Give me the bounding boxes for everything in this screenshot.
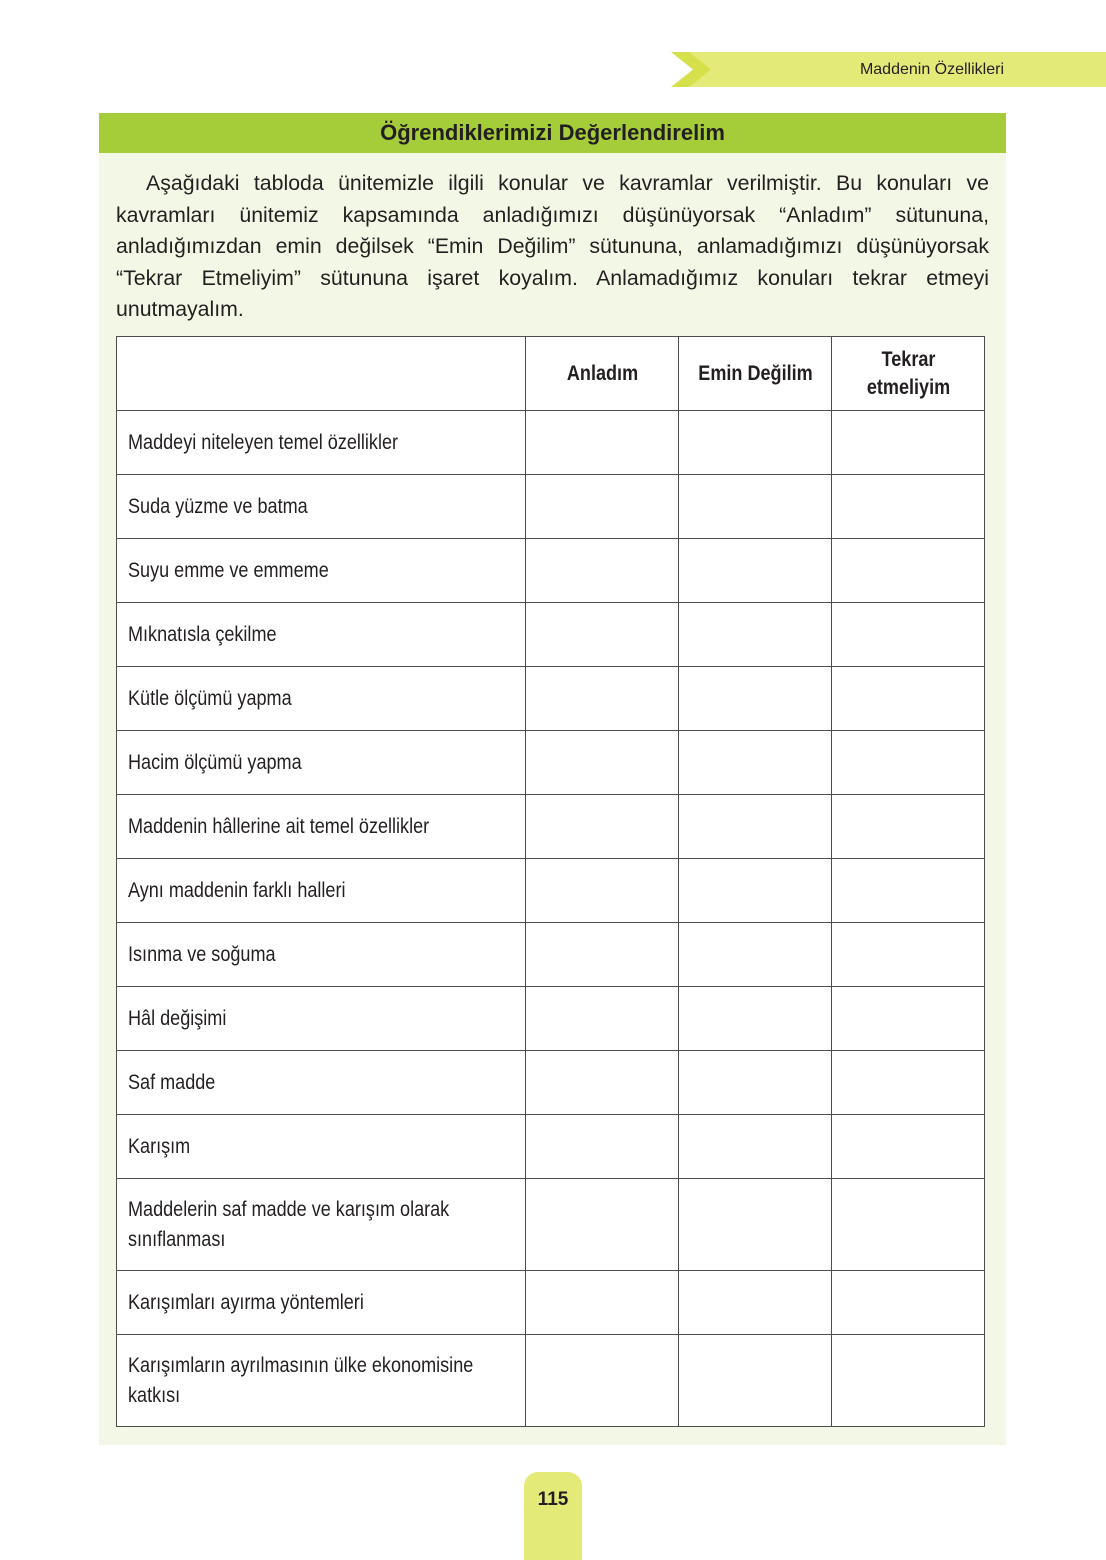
topic-label: Isınma ve soğuma [128, 942, 276, 966]
table-row [117, 603, 985, 667]
not-sure-checkbox-cell[interactable] [679, 1335, 832, 1427]
not-sure-checkbox-cell[interactable] [679, 475, 832, 539]
topic-label: Karışım [128, 1134, 191, 1158]
topic-cell [117, 731, 526, 795]
self-evaluation-table [116, 336, 985, 1427]
understood-checkbox-cell[interactable] [526, 795, 679, 859]
chapter-title: Maddenin Özellikleri [859, 61, 1004, 78]
not-sure-checkbox-cell[interactable] [679, 923, 832, 987]
table-row [117, 539, 985, 603]
understood-checkbox-cell[interactable] [526, 411, 679, 475]
topic-cell [117, 987, 526, 1051]
table-row [117, 1271, 985, 1335]
understood-checkbox-cell[interactable] [526, 1271, 679, 1335]
table-row [117, 475, 985, 539]
should-repeat-checkbox-cell[interactable] [832, 859, 985, 923]
not-sure-checkbox-cell[interactable] [679, 795, 832, 859]
understood-checkbox-cell[interactable] [526, 923, 679, 987]
topic-label: Suyu emme ve emmeme [128, 558, 329, 582]
header-understood: Anladım [536, 337, 668, 411]
should-repeat-checkbox-cell[interactable] [832, 1179, 985, 1271]
understood-checkbox-cell[interactable] [526, 475, 679, 539]
not-sure-checkbox-cell[interactable] [679, 1179, 832, 1271]
understood-checkbox-cell[interactable] [526, 731, 679, 795]
table-row [117, 411, 985, 475]
topic-label: Aynı maddenin farklı halleri [128, 878, 346, 902]
chapter-header-tab [671, 52, 1106, 87]
intro-paragraph: Aşağıdaki tabloda ünitemizle ilgili konular ve kavramlar verilmiştir. Bu konuları ve kavramları ünitemiz kapsamında anladığımızı düşünüyorsak “Anladım” sütununa, anladığımızdan emin değilsek “Emin Değilim” sütununa, anlamadığımızı düşünüyorsak “Tekrar Etmeliyim” sütununa işaret koyalım. Anlamadığımız konuları tekrar etmeyi unutmayalım. [116, 171, 989, 321]
understood-checkbox-cell[interactable] [526, 987, 679, 1051]
should-repeat-checkbox-cell[interactable] [832, 539, 985, 603]
not-sure-checkbox-cell[interactable] [679, 987, 832, 1051]
table-row [117, 1335, 985, 1427]
table-row [117, 987, 985, 1051]
not-sure-checkbox-cell[interactable] [679, 539, 832, 603]
understood-checkbox-cell[interactable] [526, 1335, 679, 1427]
topic-label: Maddeyi niteleyen temel özellikler [128, 430, 399, 454]
topic-label: Karışımları ayırma yöntemleri [128, 1290, 364, 1314]
table-row [117, 731, 985, 795]
table-row [117, 859, 985, 923]
topic-label: Kütle ölçümü yapma [128, 686, 292, 710]
understood-checkbox-cell[interactable] [526, 1115, 679, 1179]
table-row [117, 923, 985, 987]
table-row [117, 1051, 985, 1115]
should-repeat-checkbox-cell[interactable] [832, 475, 985, 539]
table-row [117, 1179, 985, 1271]
should-repeat-checkbox-cell[interactable] [832, 1115, 985, 1179]
should-repeat-checkbox-cell[interactable] [832, 1335, 985, 1427]
should-repeat-checkbox-cell[interactable] [832, 731, 985, 795]
topic-label: Hacim ölçümü yapma [128, 750, 302, 774]
topic-cell [117, 667, 526, 731]
topic-cell [117, 795, 526, 859]
not-sure-checkbox-cell[interactable] [679, 1115, 832, 1179]
header-should-repeat: Tekrar etmeliyim [842, 337, 974, 411]
should-repeat-checkbox-cell[interactable] [832, 411, 985, 475]
topic-cell [117, 1115, 526, 1179]
understood-checkbox-cell[interactable] [526, 603, 679, 667]
table-row [117, 795, 985, 859]
page-number: 115 [524, 1472, 582, 1560]
header-topic [145, 337, 497, 411]
should-repeat-checkbox-cell[interactable] [832, 667, 985, 731]
should-repeat-checkbox-cell[interactable] [832, 923, 985, 987]
not-sure-checkbox-cell[interactable] [679, 859, 832, 923]
should-repeat-checkbox-cell[interactable] [832, 1271, 985, 1335]
topic-cell [117, 1179, 526, 1271]
not-sure-checkbox-cell[interactable] [679, 603, 832, 667]
not-sure-checkbox-cell[interactable] [679, 731, 832, 795]
topic-cell [117, 539, 526, 603]
topic-cell [117, 475, 526, 539]
topic-cell [117, 1271, 526, 1335]
table-row [117, 1115, 985, 1179]
topic-label: Maddelerin saf madde ve karışım olarak sınıflanması [128, 1197, 450, 1251]
not-sure-checkbox-cell[interactable] [679, 411, 832, 475]
topic-label: Suda yüzme ve batma [128, 494, 308, 518]
should-repeat-checkbox-cell[interactable] [832, 1051, 985, 1115]
should-repeat-checkbox-cell[interactable] [832, 987, 985, 1051]
topic-label: Saf madde [128, 1070, 216, 1094]
table-row [117, 667, 985, 731]
topic-cell [117, 411, 526, 475]
topic-cell [117, 859, 526, 923]
not-sure-checkbox-cell[interactable] [679, 667, 832, 731]
should-repeat-checkbox-cell[interactable] [832, 603, 985, 667]
understood-checkbox-cell[interactable] [526, 539, 679, 603]
not-sure-checkbox-cell[interactable] [679, 1051, 832, 1115]
understood-checkbox-cell[interactable] [526, 859, 679, 923]
panel-title: Öğrendiklerimizi Değerlendirelim [99, 113, 1006, 153]
understood-checkbox-cell[interactable] [526, 1051, 679, 1115]
should-repeat-checkbox-cell[interactable] [832, 795, 985, 859]
topic-cell [117, 603, 526, 667]
understood-checkbox-cell[interactable] [526, 667, 679, 731]
header-not-sure: Emin Değilim [689, 337, 821, 411]
topic-label: Mıknatısla çekilme [128, 622, 277, 646]
not-sure-checkbox-cell[interactable] [679, 1271, 832, 1335]
topic-label: Hâl değişimi [128, 1006, 227, 1030]
topic-label: Maddenin hâllerine ait temel özellikler [128, 814, 430, 838]
topic-label: Karışımların ayrılmasının ülke ekonomisine katkısı [128, 1353, 474, 1407]
table-header-row [117, 337, 985, 411]
topic-cell [117, 1335, 526, 1427]
understood-checkbox-cell[interactable] [526, 1179, 679, 1271]
topic-cell [117, 1051, 526, 1115]
topic-cell [117, 923, 526, 987]
